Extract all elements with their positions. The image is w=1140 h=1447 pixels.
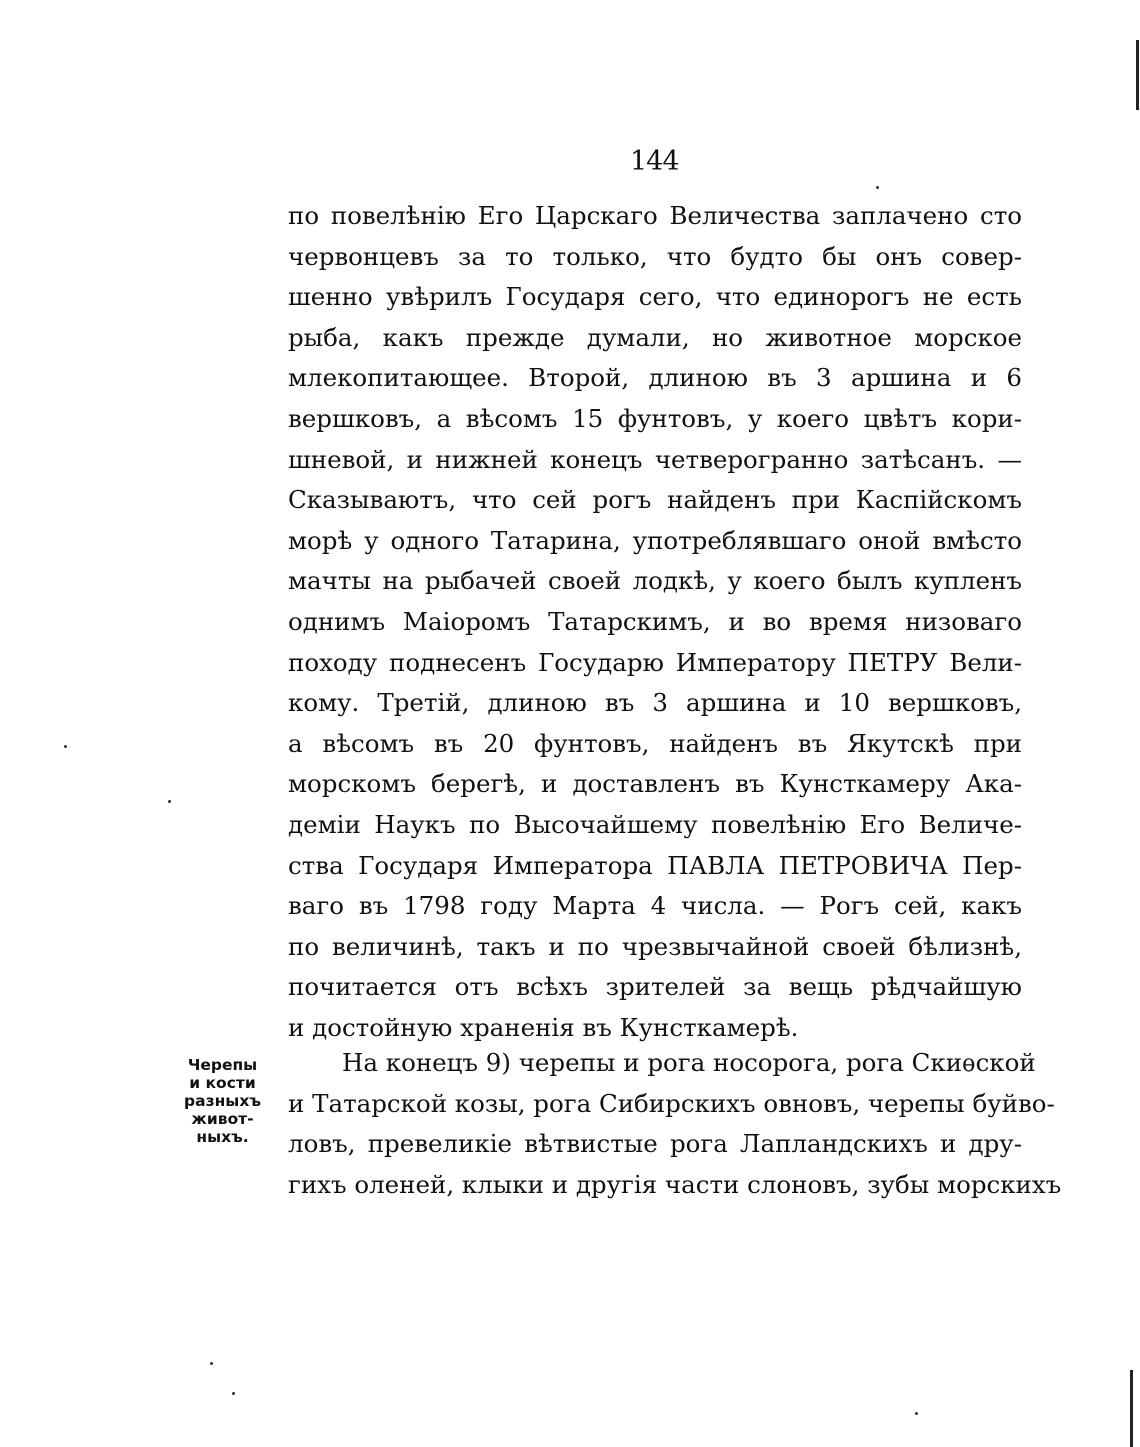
margin-note-line: живот- (191, 1110, 254, 1128)
text-line: вершковъ, а вѣсомъ 15 фунтовъ, у коего цвѣтъ кори- (288, 403, 1022, 433)
scan-speck (210, 1362, 213, 1365)
scan-speck (876, 186, 879, 189)
main-paragraph (288, 196, 1022, 1048)
margin-note-line: и кости (189, 1074, 256, 1092)
text-line: ваго въ 1798 году Марта 4 числа. — Рогъ сей, какъ (288, 891, 1022, 921)
text-line: походу поднесенъ Государю Императору ПЕТРУ Вели- (288, 647, 1022, 677)
text-line: кому. Третій, длиною въ 3 аршина и 10 вершковъ, (288, 688, 1022, 718)
text-line: однимъ Маіоромъ Татарскимъ, и во время низоваго (288, 606, 1022, 636)
text-line: а вѣсомъ въ 20 фунтовъ, найденъ въ Якутскѣ при (288, 728, 1022, 758)
scan-speck (64, 745, 67, 748)
text-line: морѣ у одного Татарина, употреблявшаго оной вмѣсто (288, 525, 1022, 555)
page-number: 144 (630, 146, 679, 177)
text-line: по величинѣ, такъ и по чрезвычайной своей бѣлизнѣ, (288, 931, 1022, 961)
margin-note-line: Черепы (187, 1056, 258, 1074)
text-line: рыба, какъ прежде думали, но животное морское (288, 322, 1022, 352)
scan-speck (168, 800, 171, 803)
text-line: деміи Наукъ по Высочайшему повелѣнію Его Величе- (288, 809, 1022, 839)
text-line: по повелѣнію Его Царскаго Величества заплачено сто (288, 201, 1022, 230)
text-line: шневой, и нижней конецъ четверогранно затѣсанъ. — (288, 444, 1022, 474)
second-paragraph (288, 1043, 1062, 1205)
scan-speck (232, 1392, 235, 1395)
text-line: ства Государя Императора ПАВЛА ПЕТРОВИЧА Пер- (288, 850, 1022, 880)
text-line: гихъ оленей, клыки и другія части слоновъ, зубы морскихъ (288, 1169, 1062, 1199)
margin-note-line: ныхъ. (196, 1128, 249, 1146)
text-line: червонцевъ за то только, что будто бы онъ совер- (288, 241, 1022, 271)
page-edge-line-bottom (1130, 1370, 1133, 1447)
scan-speck (915, 1412, 918, 1415)
margin-note (170, 1056, 275, 1146)
margin-note-line: разныхъ (184, 1092, 261, 1110)
text-line: На конецъ 9) черепы и рога носорога, рога Скиѳской (342, 1048, 1036, 1077)
text-line: Сказываютъ, что сей рогъ найденъ при Каспійскомъ (288, 485, 1022, 515)
text-line: ловъ, превеликіе вѣтвистые рога Лапландскихъ и дру- (288, 1129, 1022, 1159)
page-edge-line (1136, 40, 1139, 110)
text-line: почитается отъ всѣхъ зрителей за вещь рѣдчайшую (288, 972, 1022, 1002)
text-line: и достойную храненія въ Кунсткамерѣ. (288, 1012, 799, 1042)
text-line: морскомъ берегѣ, и доставленъ въ Кунсткамеру Ака- (288, 769, 1022, 799)
text-line: мачты на рыбачей своей лодкѣ, у коего былъ купленъ (288, 566, 1022, 596)
text-line: и Татарской козы, рога Сибирскихъ овновъ, черепы буйво- (288, 1088, 1055, 1118)
text-line: млекопитающее. Второй, длиною въ 3 аршина и 6 (288, 363, 1022, 393)
text-line: шенно увѣрилъ Государя сего, что единорогъ не есть (288, 282, 1022, 312)
